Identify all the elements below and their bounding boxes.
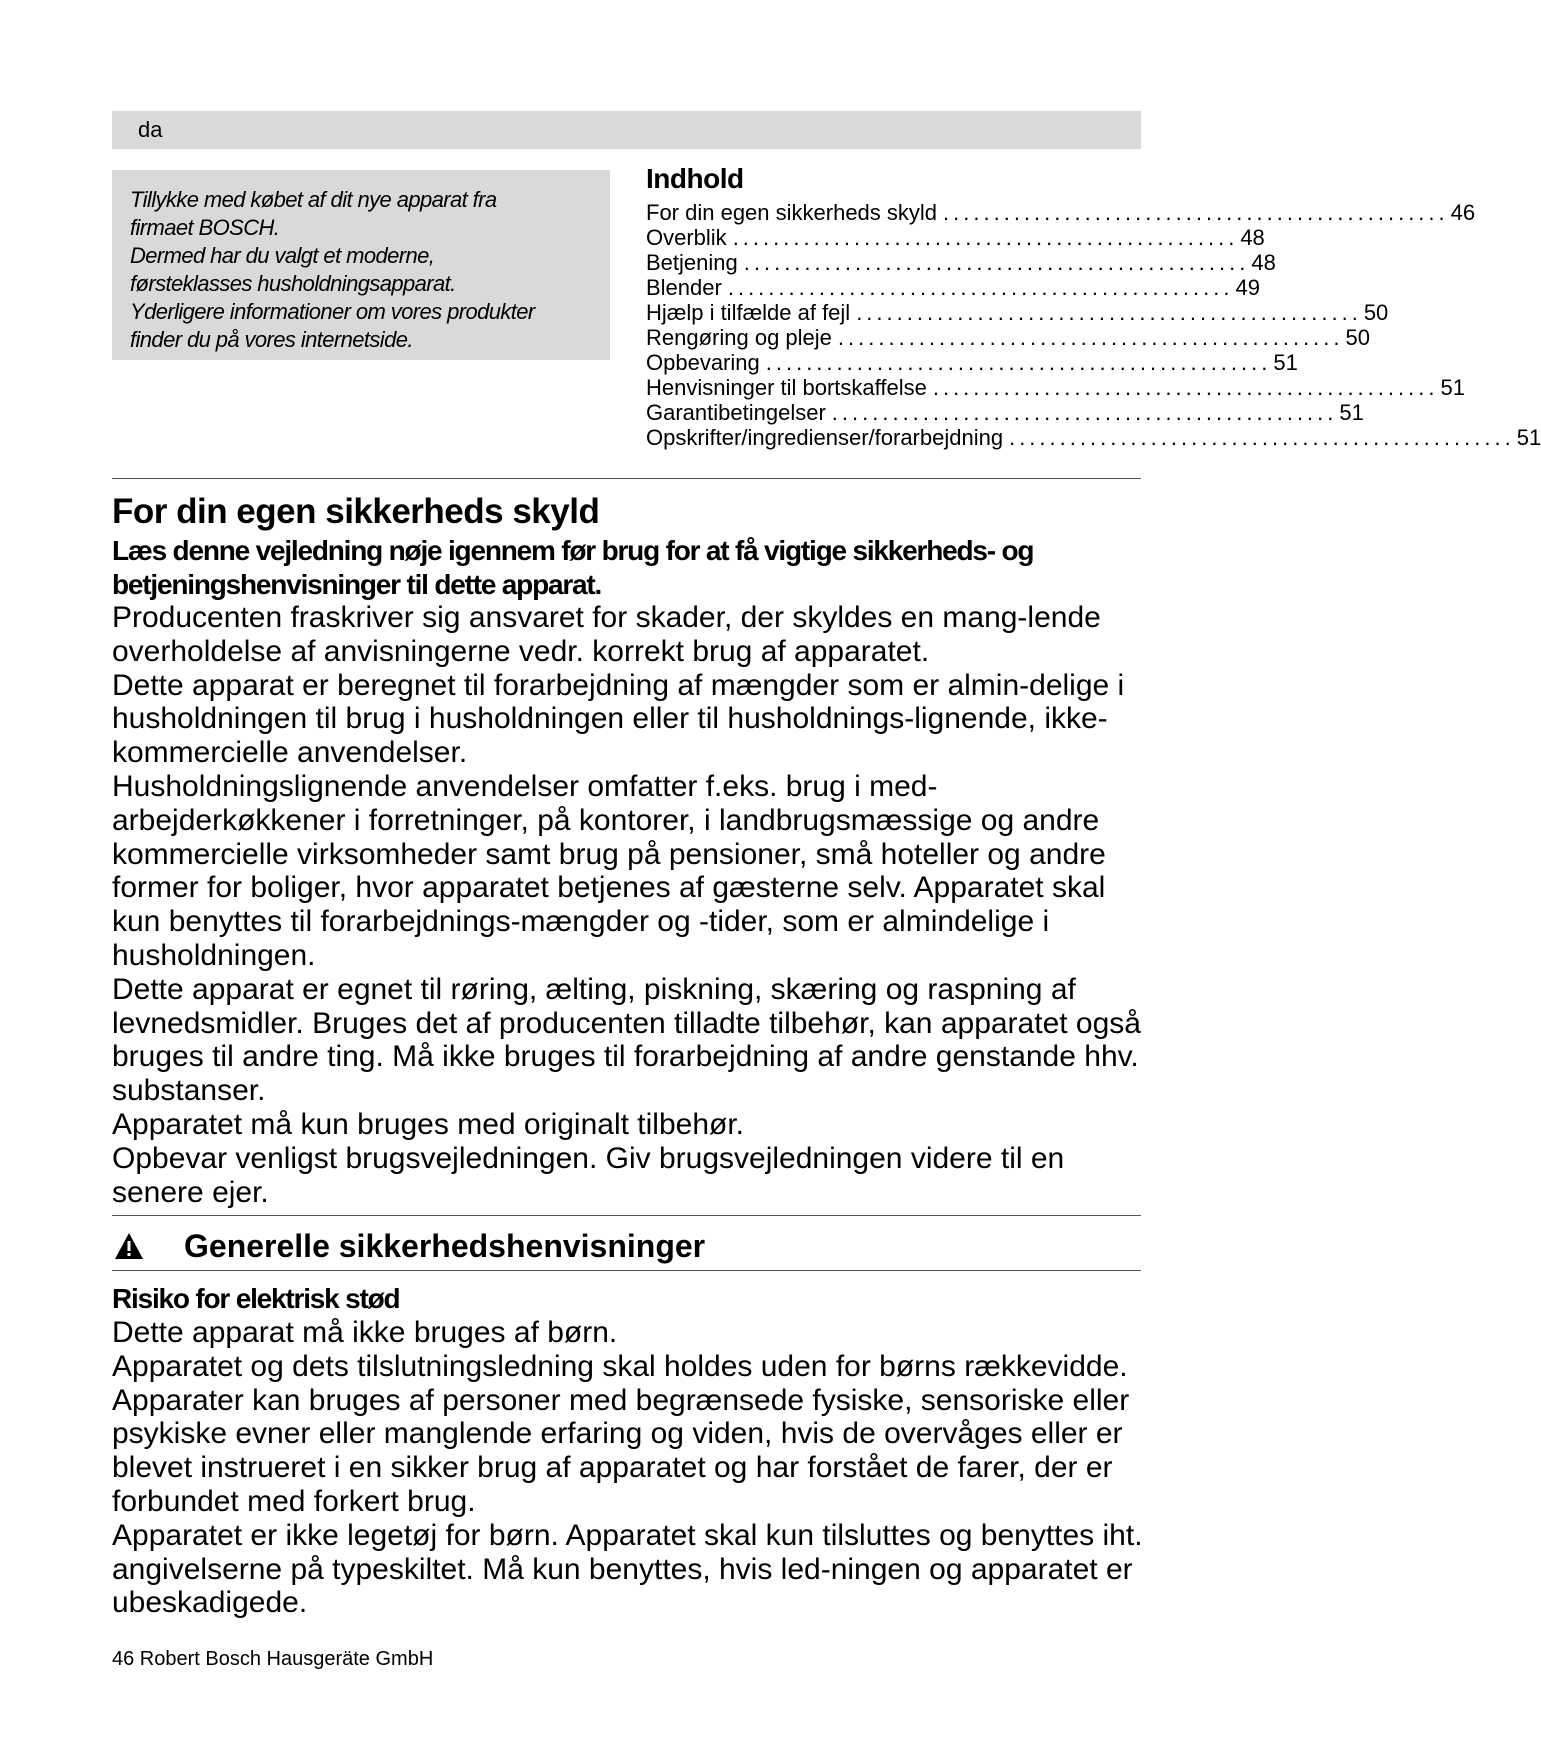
section-title: For din egen sikkerheds skyld bbox=[112, 492, 600, 531]
toc-item[interactable] bbox=[646, 225, 1265, 250]
paragraph: Apparatet må kun bruges med originalt tilbehør. bbox=[112, 1107, 745, 1141]
general-safety-title: Generelle sikkerhedshenvisninger bbox=[184, 1228, 706, 1264]
intro-line: Dermed har du valgt et moderne, bbox=[130, 243, 435, 268]
toc-leader-dots: .................................................. bbox=[727, 275, 1234, 300]
toc-item-page: 51 bbox=[1273, 350, 1298, 375]
toc-item-label: Rengøring og pleje bbox=[646, 325, 832, 350]
toc-item-page: 48 bbox=[1251, 250, 1276, 275]
table-of-contents bbox=[646, 160, 1541, 450]
intro-box bbox=[112, 170, 610, 360]
toc-item[interactable] bbox=[646, 425, 1541, 450]
general-safety-heading bbox=[112, 1226, 1141, 1266]
toc-item-page: 51 bbox=[1516, 425, 1541, 450]
toc-item-label: Garantibetingelser bbox=[646, 400, 826, 425]
toc-item-label: Betjening bbox=[646, 250, 738, 275]
toc-item-page: 49 bbox=[1235, 275, 1260, 300]
toc-leader-dots: .................................................. bbox=[765, 350, 1272, 375]
paragraph: Apparatet er ikke legetøj for børn. Apparatet skal kun tilsluttes og benyttes iht. angivelserne på typeskiltet. Må kun benyttes, hvis led-ningen og apparatet er ubeskadigede. bbox=[112, 1518, 1143, 1620]
safety-lead: Læs denne vejledning nøje igennem før brug for at få vigtige sikkerheds- og betjeningshenvisninger til dette apparat. bbox=[112, 535, 1034, 600]
toc-item[interactable] bbox=[646, 200, 1476, 225]
toc-item-label: Henvisninger til bortskaffelse bbox=[646, 375, 927, 400]
toc-item-label: Overblik bbox=[646, 225, 727, 250]
toc-item-label: Blender bbox=[646, 275, 722, 300]
toc-item-page: 46 bbox=[1450, 200, 1476, 225]
paragraph: Dette apparat er egnet til røring, ælting, piskning, skæring og raspning af levnedsmidler. Bruges det af producenten tilladte tilbehør, kan apparatet også bruges til andre ting. Må ikke bruges til forarbejdning af andre genstande hhv. substanser. bbox=[112, 972, 1141, 1108]
toc-leader-dots: .................................................. bbox=[1009, 425, 1515, 450]
toc-item-page: 48 bbox=[1240, 225, 1265, 250]
toc-leader-dots: .................................................. bbox=[743, 250, 1250, 275]
safety-body bbox=[112, 601, 1152, 1209]
intro-line: Tillykke med købet af dit nye apparat fra bbox=[130, 187, 497, 212]
toc-leader-dots: .................................................. bbox=[932, 375, 1439, 400]
toc-item[interactable] bbox=[646, 375, 1465, 400]
section-divider bbox=[112, 478, 1141, 479]
toc-item-label: For din egen sikkerheds skyld bbox=[646, 200, 938, 225]
toc-item-page: 50 bbox=[1363, 300, 1389, 325]
intro-line: Yderligere informationer om vores produkter bbox=[130, 299, 535, 324]
toc-item[interactable] bbox=[646, 275, 1260, 300]
toc-leader-dots: .................................................. bbox=[943, 200, 1449, 225]
paragraph: Husholdningslignende anvendelser omfatter f.eks. brug i med-arbejderkøkkener i forretninger, på kontorer, i landbrugsmæssige og andre kommercielle virksomheder samt brug på pensioner, små hoteller og andre former for boliger, hvor apparatet betjenes af gæsterne selv. Apparatet skal kun benyttes til forarbejdnings-mængder og -tider, som er almindelige i husholdningen. bbox=[112, 769, 1106, 972]
paragraph: Apparatet og dets tilslutningsledning skal holdes uden for børns rækkevidde. Apparater kan bruges af personer med begrænsede fysiske, sensoriske eller psykiske evner eller manglende erfaring og viden, hvis de overvåges eller er blevet instrueret i en sikker brug af apparatet og har forstået de farer, der er forbundet med forkert brug. bbox=[112, 1349, 1130, 1518]
toc-leader-dots: .................................................. bbox=[831, 400, 1338, 425]
intro-line: finder du på vores internetside. bbox=[130, 327, 413, 352]
language-bar bbox=[112, 111, 1141, 149]
general-body bbox=[112, 1316, 1152, 1620]
section-divider bbox=[112, 1270, 1141, 1271]
toc-item-label: Opbevaring bbox=[646, 350, 760, 375]
page-footer: 46 Robert Bosch Hausgeräte GmbH bbox=[112, 1648, 434, 1670]
paragraph: Opbevar venligst brugsvejledningen. Giv brugsvejledningen videre til en senere ejer. bbox=[112, 1141, 1065, 1209]
intro-line: førsteklasses husholdningsapparat. bbox=[130, 271, 456, 296]
toc-item-label: Opskrifter/ingredienser/forarbejdning bbox=[646, 425, 1004, 450]
toc-item[interactable] bbox=[646, 325, 1371, 350]
toc-item[interactable] bbox=[646, 400, 1364, 425]
paragraph: Dette apparat må ikke bruges af børn. bbox=[112, 1316, 618, 1349]
toc-item[interactable] bbox=[646, 350, 1298, 375]
intro-line: firmaet BOSCH. bbox=[130, 215, 280, 240]
toc-leader-dots: .................................................. bbox=[837, 325, 1344, 350]
toc-item-page: 51 bbox=[1440, 375, 1465, 400]
paragraph: Producenten fraskriver sig ansvaret for skader, der skyldes en mang-lende overholdelse af anvisningerne vedr. korrekt brug af apparatet. bbox=[112, 601, 1101, 668]
toc-item-page: 51 bbox=[1339, 400, 1364, 425]
toc-item-page: 50 bbox=[1345, 325, 1371, 350]
language-code: da bbox=[138, 117, 163, 142]
toc-item-label: Hjælp i tilfælde af fejl bbox=[646, 300, 851, 325]
warning-triangle-icon bbox=[114, 1232, 144, 1260]
toc-leader-dots: .................................................. bbox=[856, 300, 1362, 325]
toc-leader-dots: .................................................. bbox=[732, 225, 1239, 250]
paragraph: Dette apparat er beregnet til forarbejdning af mængder som er almin-delige i husholdningen til brug i husholdningen eller til husholdnings-lignende, ikke-kommercielle anvendelser. bbox=[112, 668, 1125, 770]
risk-subheading: Risiko for elektrisk stød bbox=[112, 1283, 400, 1314]
toc-item[interactable] bbox=[646, 300, 1389, 325]
toc-item[interactable] bbox=[646, 250, 1276, 275]
toc-title: Indhold bbox=[646, 163, 744, 194]
section-divider bbox=[112, 1215, 1141, 1216]
